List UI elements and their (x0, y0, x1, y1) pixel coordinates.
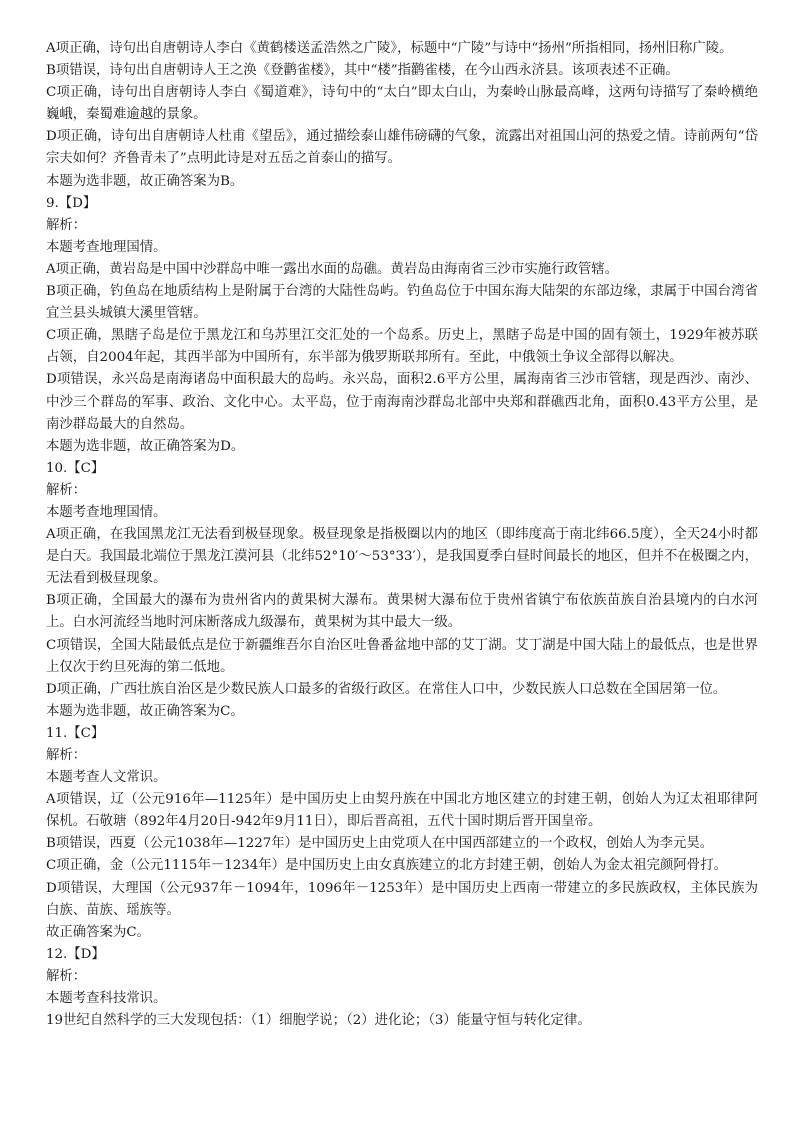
answer-explanation-9d: D项错误，永兴岛是南海诸岛中面积最大的岛屿。永兴岛，面积2.6平方公里，属海南省三沙市管辖，现是西沙、南沙、中沙三个群岛的军事、政治、文化中心。太平岛，位于南海南沙群岛北部中央郑和群礁西北角，面积0.43平方公里，是南沙群岛最大的自然岛。 (46, 372, 758, 432)
question-number-11: 11.【C】 (46, 725, 105, 741)
answer-explanation-8a: A项正确，诗句出自唐朝诗人李白《黄鹤楼送孟浩然之广陵》，标题中“广陵”与诗中“扬州”所指相同，扬州旧称广陵。 (46, 41, 733, 56)
analysis-label-11: 解析： (46, 748, 87, 763)
question-number-10: 10.【C】 (46, 460, 105, 476)
topic-10: 本题考查地理国情。 (46, 504, 167, 520)
answer-explanation-8d: D项正确，诗句出自唐朝诗人杜甫《望岳》，通过描绘泰山雄伟磅礴的气象，流露出对祖国山河的热爱之情。诗前两句“岱宗夫如何？齐鲁青未了”点明此诗是对五岳之首泰山的描写。 (46, 129, 758, 167)
topic-12: 本题考查科技常识。 (46, 991, 167, 1007)
answer-explanation-11a: A项错误，辽（公元916年—1125年）是中国历史上由契丹族在中国北方地区建立的封建王朝，创始人为辽太祖耶律阿保机。石敬瑭（892年4月20日-942年9月11日），即后晋高祖，五代十国时期后晋开国皇帝。 (46, 792, 758, 830)
answer-conclusion-11: 故正确答案为C。 (46, 924, 150, 940)
question-number-9: 9.【D】 (46, 195, 97, 211)
answer-conclusion-9: 本题为选非题，故正确答案为D。 (46, 438, 245, 454)
topic-11: 本题考查人文常识。 (46, 770, 167, 786)
answer-explanation-11c: C项正确，金（公元1115年－1234年）是中国历史上由女真族建立的北方封建王朝，创始人为金太祖完颜阿骨打。 (46, 858, 727, 874)
answer-explanation-9c: C项正确，黑瞎子岛是位于黑龙江和乌苏里江交汇处的一个岛系。历史上，黑瞎子岛是中国的固有领土，1929年被苏联占领，自2004年起，其西半部为中国所有，东半部为俄罗斯联邦所有。至此，中俄领土争议全部得以解决。 (46, 328, 758, 366)
answer-explanation-8c: C项正确，诗句出自唐朝诗人李白《蜀道难》，诗句中的“太白”即太白山，为秦岭山脉最高峰，这两句诗描写了秦岭横绝巍峨，秦蜀难逾越的景象。 (46, 85, 758, 123)
answer-explanation-10b: B项正确，全国最大的瀑布为贵州省内的黄果树大瀑布。黄果树大瀑布位于贵州省镇宁布依族苗族自治县境内的白水河上。白水河流经当地时河床断落成九级瀑布，黄果树为其中最大一级。 (46, 593, 758, 631)
answer-explanation-12: 19世纪自然科学的三大发现包括：（1）细胞学说；（2）进化论；（3）能量守恒与转化定律。 (46, 1013, 591, 1029)
answer-explanation-8b: B项错误，诗句出自唐朝诗人王之涣《登鹳雀楼》，其中“楼”指鹳雀楼，在今山西永济县。该项表述不正确。 (46, 63, 679, 79)
topic-9: 本题考查地理国情。 (46, 239, 167, 255)
analysis-label-9: 解析： (46, 217, 87, 233)
answer-explanation-10c: C项错误，全国大陆最低点是位于新疆维吾尔自治区吐鲁番盆地中部的艾丁湖。艾丁湖是中国大陆上的最低点，也是世界上仅次于约旦死海的第二低地。 (46, 637, 758, 675)
answer-explanation-11d: D项错误，大理国（公元937年－1094年，1096年－1253年）是中国历史上西南一带建立的多民族政权，主体民族为白族、苗族、瑶族等。 (46, 880, 758, 918)
answer-explanation-11b: B项错误，西夏（公元1038年—1227年）是中国历史上由党项人在中国西部建立的一个政权，创始人为李元昊。 (46, 836, 714, 852)
answer-explanation-10a: A项正确，在我国黑龙江无法看到极昼现象。极昼现象是指极圈以内的地区（即纬度高于南北纬66.5度），全天24小时都是白天。我国最北端位于黑龙江漠河县（北纬52°10′～53°33′），是我国夏季白昼时间最长的地区，但并不在极圈之内，无法看到极昼现象。 (46, 527, 758, 587)
answer-explanation-9a: A项正确，黄岩岛是中国中沙群岛中唯一露出水面的岛礁。黄岩岛由海南省三沙市实施行政管辖。 (46, 261, 619, 277)
analysis-label-10: 解析： (46, 482, 87, 498)
answer-conclusion-10: 本题为选非题，故正确答案为C。 (46, 703, 244, 719)
analysis-label-12: 解析： (46, 968, 87, 984)
question-number-12: 12.【D】 (46, 946, 105, 962)
answer-explanation-9b: B项正确，钓鱼岛在地质结构上是附属于台湾的大陆性岛屿。钓鱼岛位于中国东海大陆架的东部边缘，隶属于中国台湾省宜兰县头城镇大溪里管辖。 (46, 284, 758, 322)
document-page (46, 38, 758, 1032)
answer-explanation-10d: D项正确，广西壮族自治区是少数民族人口最多的省级行政区。在常住人口中，少数民族人口总数在全国居第一位。 (46, 681, 727, 697)
answer-conclusion-8: 本题为选非题，故正确答案为B。 (46, 173, 244, 189)
